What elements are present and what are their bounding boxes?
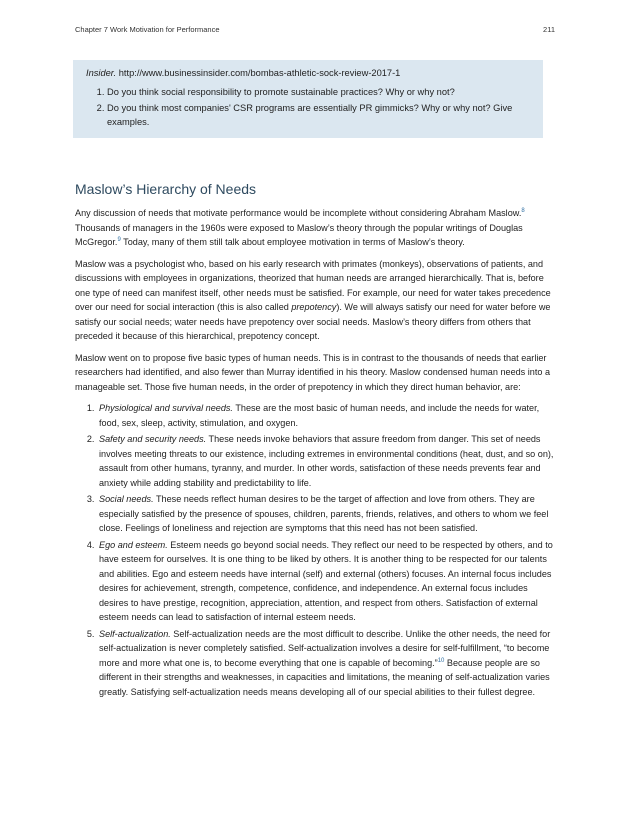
emphasis: prepotency xyxy=(291,302,337,312)
text: ). We will always satisfy our need for water before we satisfy our social needs; water needs have prepotency over social needs. Maslow’s theory differs from others that preceded it because of this hierarchical, prepotency concept. xyxy=(75,302,551,341)
needs-list xyxy=(75,401,557,699)
need-term: Safety and security needs. xyxy=(99,434,207,444)
source-publication: Insider. xyxy=(86,68,117,78)
need-text: Self-actualization needs are the most difficult to describe. Unlike the other needs, the need for self-actualization is never completely satisfied. Self-actualization involves a desire for self-fulfillment, “to become more and more what one is, to become everything that one is capable of becoming.” xyxy=(99,628,551,668)
paragraph: Maslow went on to propose five basic types of human needs. This is in contrast to the thousands of needs that earlier researchers had identified, and also fewer than Murray identified in his theory. Maslow condensed human needs into a manageable set. Those five human needs, in the order of prepotency in which they direct human behavior, are: xyxy=(75,352,551,392)
paragraph xyxy=(75,206,557,250)
need-item xyxy=(97,432,557,490)
page-number: 211 xyxy=(543,25,555,34)
text: Today, many of them still talk about employee motivation in terms of Maslow’s theory. xyxy=(120,237,465,247)
paragraph xyxy=(75,257,557,344)
question-item: 2. Do you think most companies' CSR programs are essentially PR gimmicks? Why or why not? Give examples. xyxy=(107,101,535,129)
need-text: Esteem needs go beyond social needs. They reflect our need to be respected by others, and to have esteem for ourselves. It is one thing to be liked by others. It is another thing to be respected for our talents and abilities. Ego and esteem needs have internal (self) and external (others) focuses. An internal focus includes desires for achievement, strength, competence, confidence, and independence. An external focus includes desires to have prestige, recognition, appreciation, attention, and respect from others. Satisfaction of external esteem needs can lead to satisfaction of internal esteem needs. xyxy=(99,539,553,622)
need-term: Physiological and survival needs. xyxy=(99,403,233,413)
need-item xyxy=(97,538,557,625)
need-term: Ego and esteem. xyxy=(99,539,168,550)
callout-box xyxy=(73,60,543,138)
running-header-chapter: Chapter 7 Work Motivation for Performance xyxy=(75,25,220,34)
footnote-ref[interactable]: 8 xyxy=(521,207,525,214)
need-item xyxy=(97,492,557,536)
question-list xyxy=(81,85,535,129)
question-item: 1. Do you think social responsibility to promote sustainable practices? Why or why not? xyxy=(107,85,535,99)
need-item xyxy=(97,627,557,700)
footnote-ref[interactable]: 9 xyxy=(117,236,121,243)
need-item xyxy=(97,401,557,430)
callout-source xyxy=(86,66,535,80)
need-text: These needs reflect human desires to be the target of affection and love from others. They are especially satisfied by the presence of spouses, children, parents, friends, relatives, and others to whom we feel close. Feelings of loneliness and rejection are symptoms that this need has not been satisfied. xyxy=(99,494,549,533)
section-title: Maslow’s Hierarchy of Needs xyxy=(75,181,257,197)
need-term: Self-actualization. xyxy=(99,628,171,639)
footnote-ref[interactable]: 10 xyxy=(437,657,445,664)
text: Any discussion of needs that motivate performance would be incomplete without considering Abraham Maslow. xyxy=(75,208,522,218)
need-text: Because people are so different in their strengths and weaknesses, in capacities and limitations, the meaning of self-actualization varies greatly. Satisfying self-actualization needs means developing all of our special abilities to their fullest degree. xyxy=(99,657,550,697)
section-body xyxy=(75,206,557,701)
text: Maslow was a psychologist who, based on his early research with primates (monkeys), observations of patients, and discussions with employees in organizations, theorized that human needs are arranged hierarchically. That is, before one type of need can manifest itself, other needs must be satisfied. For example, our need for water takes precedence over our need for social interaction (this is also called xyxy=(75,258,551,312)
need-text: These needs invoke behaviors that assure freedom from danger. This set of needs involves meeting threats to our existence, including extremes in environmental conditions (heat, dust, and so on), assault from other humans, tyranny, and murder. In other words, satisfaction of these needs prevents fear and anxiety while adding stability and predictability to life. xyxy=(99,434,554,488)
source-url[interactable]: http://www.businessinsider.com/bombas-athletic-sock-review-2017-1 xyxy=(118,68,401,78)
need-term: Social needs. xyxy=(99,494,154,504)
text: Thousands of managers in the 1960s were exposed to Maslow’s theory through the popular writings of Douglas McGregor. xyxy=(75,222,523,247)
need-text: These are the most basic of human needs, and include the needs for water, food, sex, sleep, activity, stimulation, and oxygen. xyxy=(99,403,540,428)
